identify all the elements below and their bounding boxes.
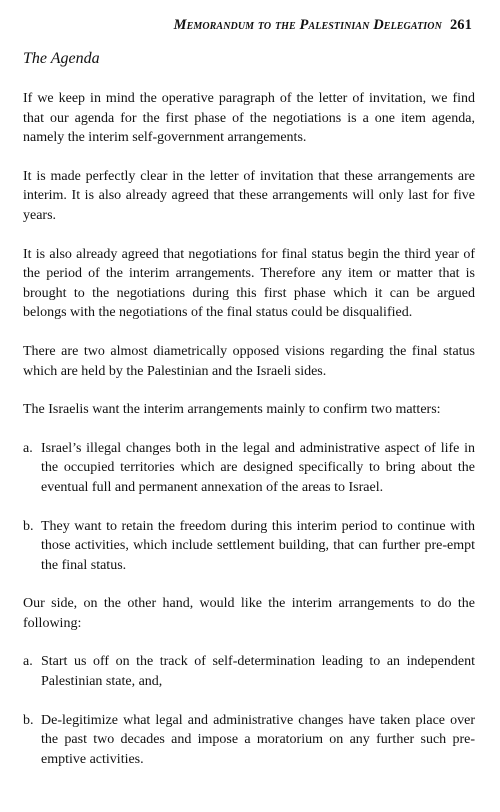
paragraph-final-status: It is also already agreed that negotiations for final status begin the third year of the period of the interim arrangements. Therefore any item or matter that is brought to the negotiations during this first phase which it can be argued belongs with the negotiations of the final status could be disqualified.: [23, 246, 475, 321]
paragraph-our-side-intro: Our side, on the other hand, would like the interim arrangements to do the following:: [23, 596, 475, 631]
list-marker: b.: [23, 518, 34, 534]
paragraph-interim: It is made perfectly clear in the letter of invitation that these arrangements are interim. It is also already agreed that these arrangements will only last for five years.: [23, 168, 475, 223]
list-item-israeli-b: [23, 517, 475, 576]
list-item-text: Israel’s illegal changes both in the legal and administrative aspect of life in the occupied territories which are designed specifically to bring about the eventual full and permanent annexation of the areas to Israel.: [41, 440, 475, 495]
list-marker: a.: [23, 654, 33, 670]
list-item-text: De-legitimize what legal and administrative changes have taken place over the past two decades and impose a moratorium on any further such pre-emptive activities.: [41, 712, 475, 767]
running-head: [174, 17, 472, 34]
section-heading: The Agenda: [23, 50, 100, 67]
list-item-text: Start us off on the track of self-determination leading to an independent Palestinian state, and,: [41, 654, 475, 690]
list-marker: a.: [23, 440, 33, 456]
paragraph-israeli-intro: The Israelis want the interim arrangements mainly to confirm two matters:: [23, 402, 441, 418]
list-item-text: They want to retain the freedom during this interim period to continue with those activities, which include settlement building, that can further pre-empt the final status.: [41, 518, 475, 573]
list-item-our-side-a: [23, 652, 475, 691]
page-number: 261: [449, 17, 472, 33]
paragraph-operative: If we keep in mind the operative paragraph of the letter of invitation, we find that our agenda for the first phase of the negotiations is a one item agenda, namely the interim self-government arrangements.: [23, 91, 475, 146]
running-head-title: Memorandum to the Palestinian Delegation: [173, 17, 442, 33]
list-item-israeli-a: [23, 439, 475, 498]
list-item-our-side-b: [23, 711, 475, 770]
body-text: [23, 89, 475, 788]
list-marker: b.: [23, 712, 34, 728]
paragraph-two-visions: There are two almost diametrically opposed visions regarding the final status which are held by the Palestinian and the Israeli sides.: [23, 343, 475, 379]
